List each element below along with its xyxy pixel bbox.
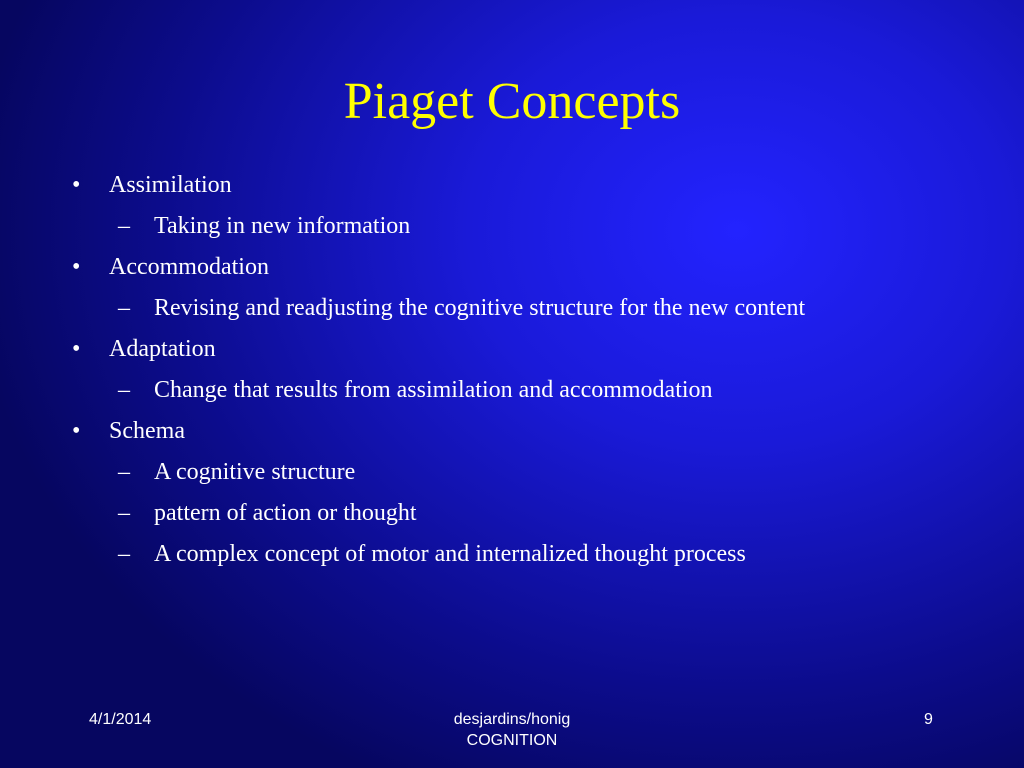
bullet-item <box>72 250 872 284</box>
bullet-item <box>72 414 872 448</box>
bullet-marker: • <box>72 172 81 198</box>
slide-title: Piaget Concepts <box>343 73 681 130</box>
sub-bullet-text: A complex concept of motor and internalized thought process <box>154 541 746 567</box>
bullet-marker: • <box>72 336 81 362</box>
sub-bullet-text: Taking in new information <box>154 213 411 239</box>
footer-date: 4/1/2014 <box>89 711 152 728</box>
sub-bullet-text: A cognitive structure <box>154 459 356 485</box>
bullet-marker: • <box>72 418 81 444</box>
bullet-text: Assimilation <box>109 172 232 198</box>
dash-marker: – <box>118 541 130 567</box>
sub-bullet-item <box>72 537 872 571</box>
sub-bullet-item <box>72 291 872 325</box>
dash-marker: – <box>118 500 130 526</box>
sub-bullet-item <box>72 496 872 530</box>
sub-bullet-item <box>72 455 872 489</box>
slide-number: 9 <box>924 711 933 728</box>
sub-bullet-text: pattern of action or thought <box>154 500 417 526</box>
bullet-item <box>72 332 872 366</box>
dash-marker: – <box>118 377 130 403</box>
dash-marker: – <box>118 295 130 321</box>
footer-author-block <box>362 709 662 751</box>
bullet-marker: • <box>72 254 81 280</box>
sub-bullet-item <box>72 209 872 243</box>
bullet-item <box>72 168 872 202</box>
footer-topic: COGNITION <box>466 732 558 749</box>
bullet-text: Adaptation <box>109 336 216 362</box>
slide-body <box>72 168 872 571</box>
sub-bullet-item <box>72 373 872 407</box>
sub-bullet-text: Revising and readjusting the cognitive structure for the new content <box>154 295 806 321</box>
dash-marker: – <box>118 459 130 485</box>
sub-bullet-text: Change that results from assimilation and accommodation <box>154 377 713 403</box>
bullet-text: Schema <box>109 418 185 444</box>
bullet-text: Accommodation <box>109 254 269 280</box>
dash-marker: – <box>118 213 130 239</box>
footer-author: desjardins/honig <box>453 711 571 728</box>
